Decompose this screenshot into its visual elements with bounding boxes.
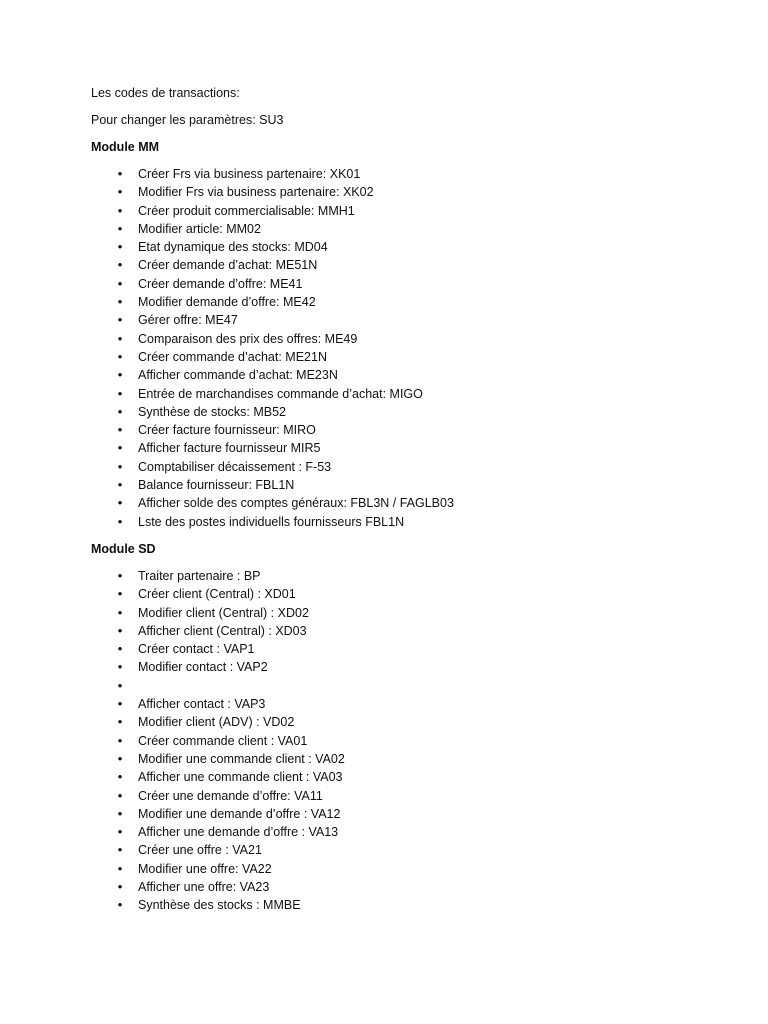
bullet-icon	[115, 421, 125, 439]
bullet-icon	[115, 275, 125, 293]
list-item	[91, 165, 731, 183]
bullet-icon	[115, 768, 125, 786]
list-item-text: Gérer offre: ME47	[138, 313, 238, 328]
list-item-text: Créer demande d’offre: ME41	[138, 276, 303, 291]
module-mm-heading: Module MM	[91, 140, 160, 154]
list-item	[91, 787, 731, 805]
bullet-icon	[115, 494, 125, 512]
list-item-text: Lste des postes individuells fournisseurs FBL1N	[138, 514, 405, 529]
list-item-text: Afficher une offre: VA23	[138, 879, 270, 894]
list-item	[91, 311, 731, 329]
bullet-icon	[115, 202, 125, 220]
bullet-icon	[115, 622, 125, 640]
list-item	[91, 439, 731, 457]
list-item	[91, 604, 731, 622]
list-item	[91, 275, 731, 293]
bullet-icon	[115, 513, 125, 531]
bullet-icon	[115, 220, 125, 238]
list-item	[91, 330, 731, 348]
bullet-icon	[115, 567, 125, 585]
list-item	[91, 513, 731, 531]
bullet-icon	[115, 823, 125, 841]
list-item	[91, 238, 731, 256]
document-body	[91, 84, 731, 915]
bullet-icon	[115, 403, 125, 421]
bullet-icon	[115, 238, 125, 256]
list-item	[91, 403, 731, 421]
list-item-text: Balance fournisseur: FBL1N	[138, 478, 295, 493]
bullet-icon	[115, 366, 125, 384]
list-item	[91, 183, 731, 201]
list-item-text: Comparaison des prix des offres: ME49	[138, 331, 358, 346]
list-item	[91, 494, 731, 512]
bullet-icon	[115, 640, 125, 658]
list-item-text: Créer produit commercialisable: MMH1	[138, 203, 355, 218]
list-item-text: Modifier client (Central) : XD02	[138, 605, 309, 620]
bullet-icon	[115, 732, 125, 750]
list-item	[91, 860, 731, 878]
list-item	[91, 385, 731, 403]
list-item-text: Synthèse des stocks : MMBE	[138, 898, 301, 913]
list-item	[91, 823, 731, 841]
list-item-text: Créer commande client : VA01	[138, 733, 308, 748]
bullet-icon	[115, 458, 125, 476]
bullet-icon	[115, 750, 125, 768]
list-item-text: Modifier contact : VAP2	[138, 660, 268, 675]
bullet-icon	[115, 860, 125, 878]
list-item-text: Créer facture fournisseur: MIRO	[138, 423, 316, 438]
list-item	[91, 421, 731, 439]
list-item-text: Afficher une demande d’offre : VA13	[138, 825, 339, 840]
list-item	[91, 293, 731, 311]
module-sd-heading: Module SD	[91, 541, 156, 556]
bullet-icon	[115, 256, 125, 274]
list-item	[91, 878, 731, 896]
bullet-icon	[115, 293, 125, 311]
bullet-icon	[115, 677, 125, 695]
bullet-icon	[115, 805, 125, 823]
list-item-text: Créer contact : VAP1	[138, 642, 255, 657]
list-item-text: Créer demande d’achat: ME51N	[138, 258, 318, 273]
list-item-text: Modifier demande d’offre: ME42	[138, 295, 316, 310]
list-item-text: Créer commande d’achat: ME21N	[138, 349, 327, 364]
list-item-text: Entrée de marchandises commande d’achat: MIGO	[138, 386, 423, 401]
list-item-text: Modifier une commande client : VA02	[138, 751, 345, 766]
list-item	[91, 458, 731, 476]
list-item-text: Comptabiliser décaissement : F-53	[138, 459, 332, 474]
bullet-icon	[115, 165, 125, 183]
bullet-icon	[115, 183, 125, 201]
list-item	[91, 256, 731, 274]
intro-text: Les codes de transactions:	[91, 86, 240, 100]
list-item	[91, 640, 731, 658]
bullet-icon	[115, 604, 125, 622]
bullet-icon	[115, 311, 125, 329]
list-item-text: Afficher contact : VAP3	[138, 697, 266, 712]
list-item-text: Créer une offre : VA21	[138, 843, 262, 858]
list-item-text: Traiter partenaire : BP	[138, 568, 261, 583]
list-item-text: Modifier une demande d’offre : VA12	[138, 806, 341, 821]
bullet-icon	[115, 695, 125, 713]
module-sd-list	[91, 567, 731, 915]
list-item	[91, 713, 731, 731]
list-item-text: Modifier Frs via business partenaire: XK02	[138, 185, 374, 200]
list-item	[91, 768, 731, 786]
settings-text: Pour changer les paramètres: SU3	[91, 113, 284, 127]
bullet-icon	[115, 658, 125, 676]
list-item-text: Créer Frs via business partenaire: XK01	[138, 167, 361, 181]
bullet-icon	[115, 585, 125, 603]
bullet-icon	[115, 385, 125, 403]
bullet-icon	[115, 878, 125, 896]
bullet-icon	[115, 348, 125, 366]
list-item-text: Modifier client (ADV) : VD02	[138, 715, 295, 730]
list-item	[91, 805, 731, 823]
bullet-icon	[115, 896, 125, 914]
bullet-icon	[115, 787, 125, 805]
list-item-text: Afficher une commande client : VA03	[138, 770, 343, 785]
list-item	[91, 366, 731, 384]
bullet-icon	[115, 713, 125, 731]
list-item-text: Créer client (Central) : XD01	[138, 587, 296, 602]
list-item-text: Créer une demande d’offre: VA11	[138, 788, 323, 803]
list-item	[91, 567, 731, 585]
list-item	[91, 677, 731, 695]
bullet-icon	[115, 841, 125, 859]
bullet-icon	[115, 439, 125, 457]
list-item	[91, 695, 731, 713]
list-item	[91, 658, 731, 676]
list-item	[91, 476, 731, 494]
list-item-text: Etat dynamique des stocks: MD04	[138, 240, 328, 255]
list-item-text: Afficher solde des comptes généraux: FBL3N / FAGLB03	[138, 496, 454, 511]
list-item	[91, 732, 731, 750]
list-item	[91, 585, 731, 603]
list-item	[91, 896, 731, 914]
list-item	[91, 750, 731, 768]
list-item-text: Modifier une offre: VA22	[138, 861, 272, 876]
list-item-text: Afficher facture fournisseur MIR5	[138, 441, 321, 456]
list-item-text: Synthèse de stocks: MB52	[138, 404, 286, 419]
list-item	[91, 841, 731, 859]
list-item	[91, 202, 731, 220]
module-mm-list	[91, 165, 731, 531]
bullet-icon	[115, 476, 125, 494]
list-item-text: Afficher commande d’achat: ME23N	[138, 368, 338, 383]
list-item	[91, 220, 731, 238]
list-item-text: Afficher client (Central) : XD03	[138, 623, 307, 638]
bullet-icon	[115, 330, 125, 348]
list-item-text: Modifier article: MM02	[138, 221, 261, 236]
list-item	[91, 348, 731, 366]
list-item	[91, 622, 731, 640]
